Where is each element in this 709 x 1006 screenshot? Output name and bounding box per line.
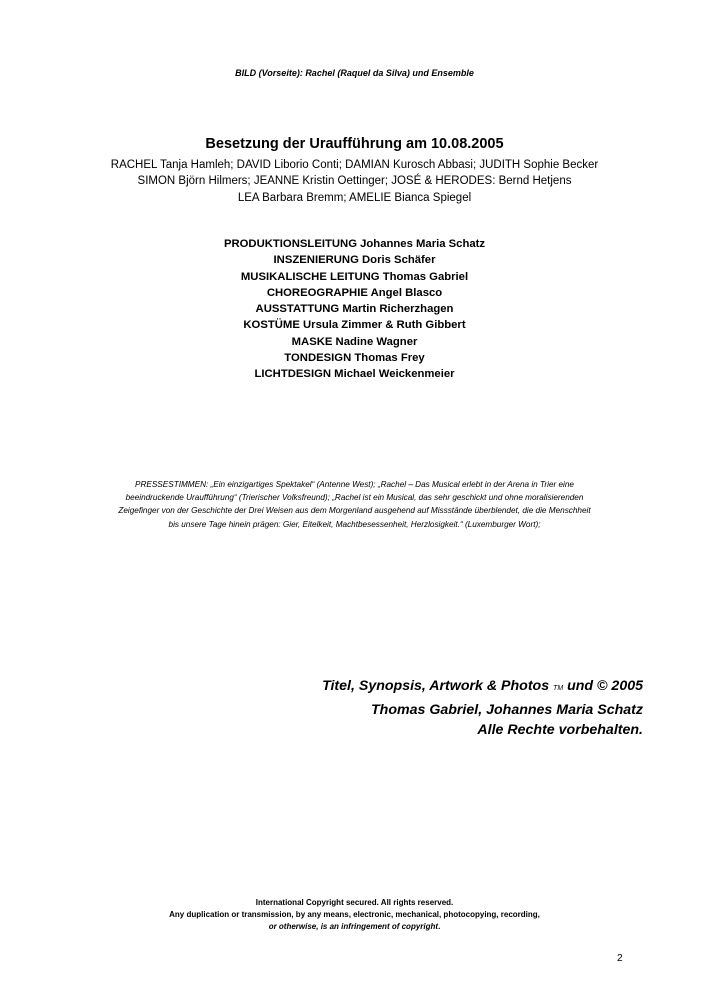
rights-line-text: und © 2005 [563, 678, 643, 694]
cast-line: RACHEL Tanja Hamleh; DAVID Liborio Conti; DAMIAN Kurosch Abbasi; JUDITH Sophie Becker [110, 159, 599, 171]
cast-heading: Besetzung der Uraufführung am 10.08.2005 [205, 136, 504, 152]
rights-line: Thomas Gabriel, Johannes Maria Schatz [370, 701, 643, 718]
crew-line: CHOREOGRAPHIE Angel Blasco [266, 286, 443, 299]
crew-line: PRODUKTIONSLEITUNG Johannes Maria Schatz [223, 238, 486, 250]
copyright-line: Any duplication or transmission, by any means, electronic, mechanical, photocopying, recording, [169, 910, 540, 920]
rights-notice [322, 676, 643, 741]
press-line: beeindruckende Uraufführung“ (Trierischer Volksfreund); „Rachel ist ein Musical, das sehr geschickt und ohne moralisierenden [125, 493, 584, 503]
press-line: Zeigefinger von der Geschichte der Drei Weisen aus dem Morgenland ausgehend auf Missstände überblendet, die die Menschheit [118, 506, 591, 516]
cast-list [0, 157, 709, 206]
copyright-text: or otherwise [268, 922, 317, 932]
copyright-text: , is an infringement of copyright [316, 922, 439, 932]
rights-line [322, 676, 643, 700]
copyright-text: . [438, 922, 441, 932]
copyright-line: International Copyright secured. All rights reserved. [255, 898, 454, 907]
crew-line: KOSTÜME Ursula Zimmer & Ruth Gibbert [243, 319, 466, 332]
press-quotes [0, 478, 709, 531]
crew-line: MASKE Nadine Wagner [291, 335, 418, 348]
crew-line: LICHTDESIGN Michael Weickenmeier [254, 368, 455, 381]
crew-line: TONDESIGN Thomas Frey [284, 352, 425, 365]
press-line: bis unsere Tage hinein prägen: Gier, Eitelkeit, Machtbesessenheit, Herzlosigkeit.“ (Luxemburger Wort); [168, 519, 541, 529]
crew-list [0, 236, 709, 383]
copyright-notice [0, 897, 709, 934]
trademark-symbol: TM [553, 685, 564, 692]
page-number: 2 [617, 953, 623, 964]
crew-line: INSZENIERUNG Doris Schäfer [273, 254, 436, 267]
rights-line-text: Titel, Synopsis, Artwork & Photos [322, 678, 554, 694]
cast-line: LEA Barbara Bremm; AMELIE Bianca Spiegel [237, 191, 472, 204]
rights-line: Alle Rechte vorbehalten. [477, 722, 643, 738]
press-line: PRESSESTIMMEN: „Ein einzigartiges Spektakel“ (Antenne West); „Rachel – Das Musical erlebt in der Arena in Trier eine [135, 480, 574, 489]
crew-line: MUSIKALISCHE LEITUNG Thomas Gabriel [240, 270, 469, 283]
copyright-line [0, 921, 709, 933]
crew-line: AUSSTATTUNG Martin Richerzhagen [255, 303, 454, 316]
cast-line: SIMON Björn Hilmers; JEANNE Kristin Oettinger; JOSÉ & HERODES: Bernd Hetjens [137, 175, 572, 188]
image-caption: BILD (Vorseite): Rachel (Raquel da Silva) und Ensemble [235, 68, 474, 78]
